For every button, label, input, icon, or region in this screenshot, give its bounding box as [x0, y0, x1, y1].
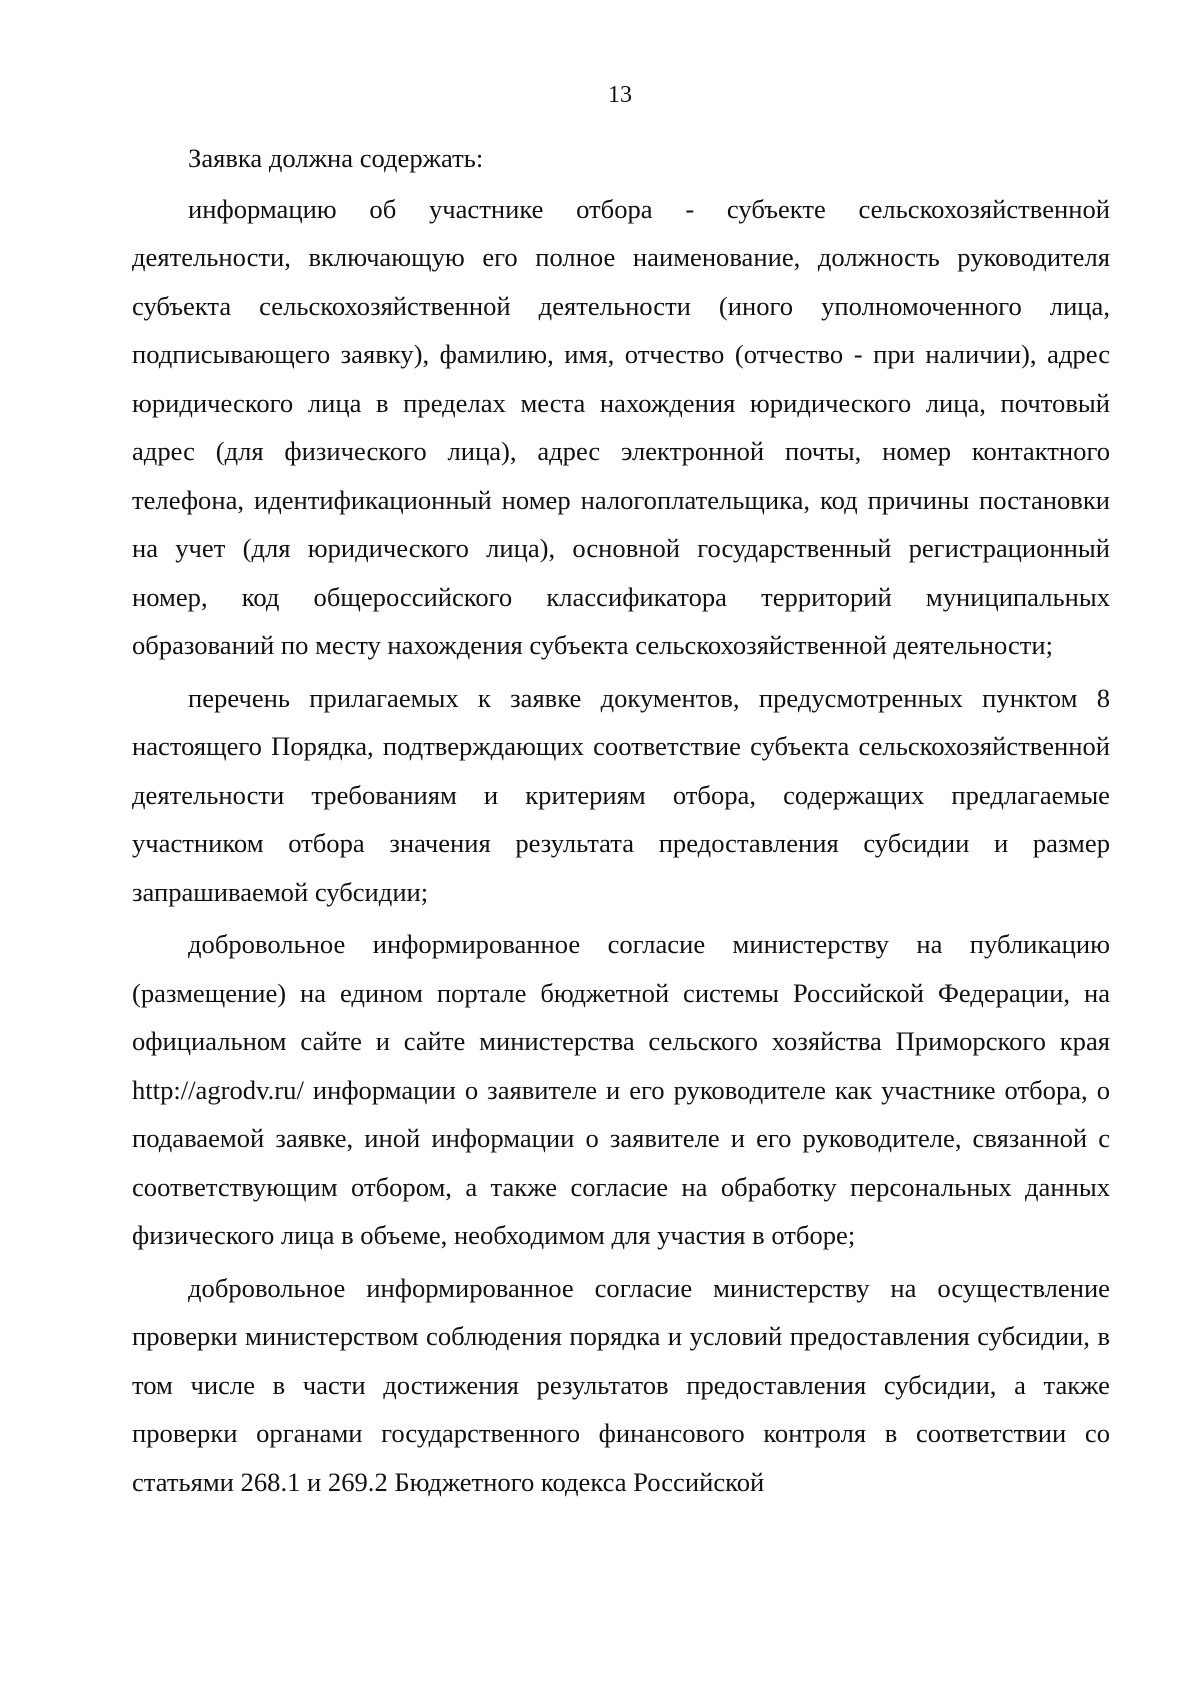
paragraph-participant-info: информацию об участнике отбора - субъекте сельскохозяйственной деятельности, включающую его полное наименование, должность руководителя субъекта сельскохозяйственной деятельности (иного уполномоченного лица, подписывающего заявку), фамилию, имя, отчество (отчество - при наличии), адрес юридического лица в пределах места нахождения юридического лица, почтовый адрес (для физического лица), адрес электронной почты, номер контактного телефона, идентификационный номер налогоплательщика, код причины постановки на учет (для юридического лица), основной государственный регистрационный номер, код общероссийского классификатора территорий муниципальных образований по месту нахождения субъекта сельскохозяйственной деятельности;: [132, 193, 1110, 660]
paragraph-documents-list: перечень прилагаемых к заявке документов, предусмотренных пунктом 8 настоящего Порядка, подтверждающих соответствие субъекта сельскохозяйственной деятельности требованиям и критериям отбора, содержащих предлагаемые участником отбора значения результата предоставления субсидии и размер запрашиваемой субсидии;: [132, 682, 1110, 907]
paragraph-publication-consent: добровольное информированное согласие министерству на публикацию (размещение) на едином портале бюджетной системы Российской Федерации, на официальном сайте и сайте министерства сельского хозяйства Приморского края http://agrodv.ru/ информации о заявителе и его руководителе как участнике отбора, о подаваемой заявке, иной информации о заявителе и его руководителе, связанной с соответствующим отбором, а также согласие на обработку персональных данных физического лица в объеме, необходимом для участия в отборе;: [132, 929, 1110, 1250]
document-body: [132, 134, 1110, 1506]
page-number: 13: [608, 82, 632, 108]
paragraph-intro: Заявка должна содержать:: [188, 143, 484, 173]
paragraph-inspection-consent: добровольное информированное согласие министерству на осуществление проверки министерством соблюдения порядка и условий предоставления субсидии, в том числе в части достижения результатов предоставления субсидии, а также проверки органами государственного финансового контроля в соответствии со статьями 268.1 и 269.2 Бюджетного кодекса Российской: [132, 1272, 1110, 1497]
